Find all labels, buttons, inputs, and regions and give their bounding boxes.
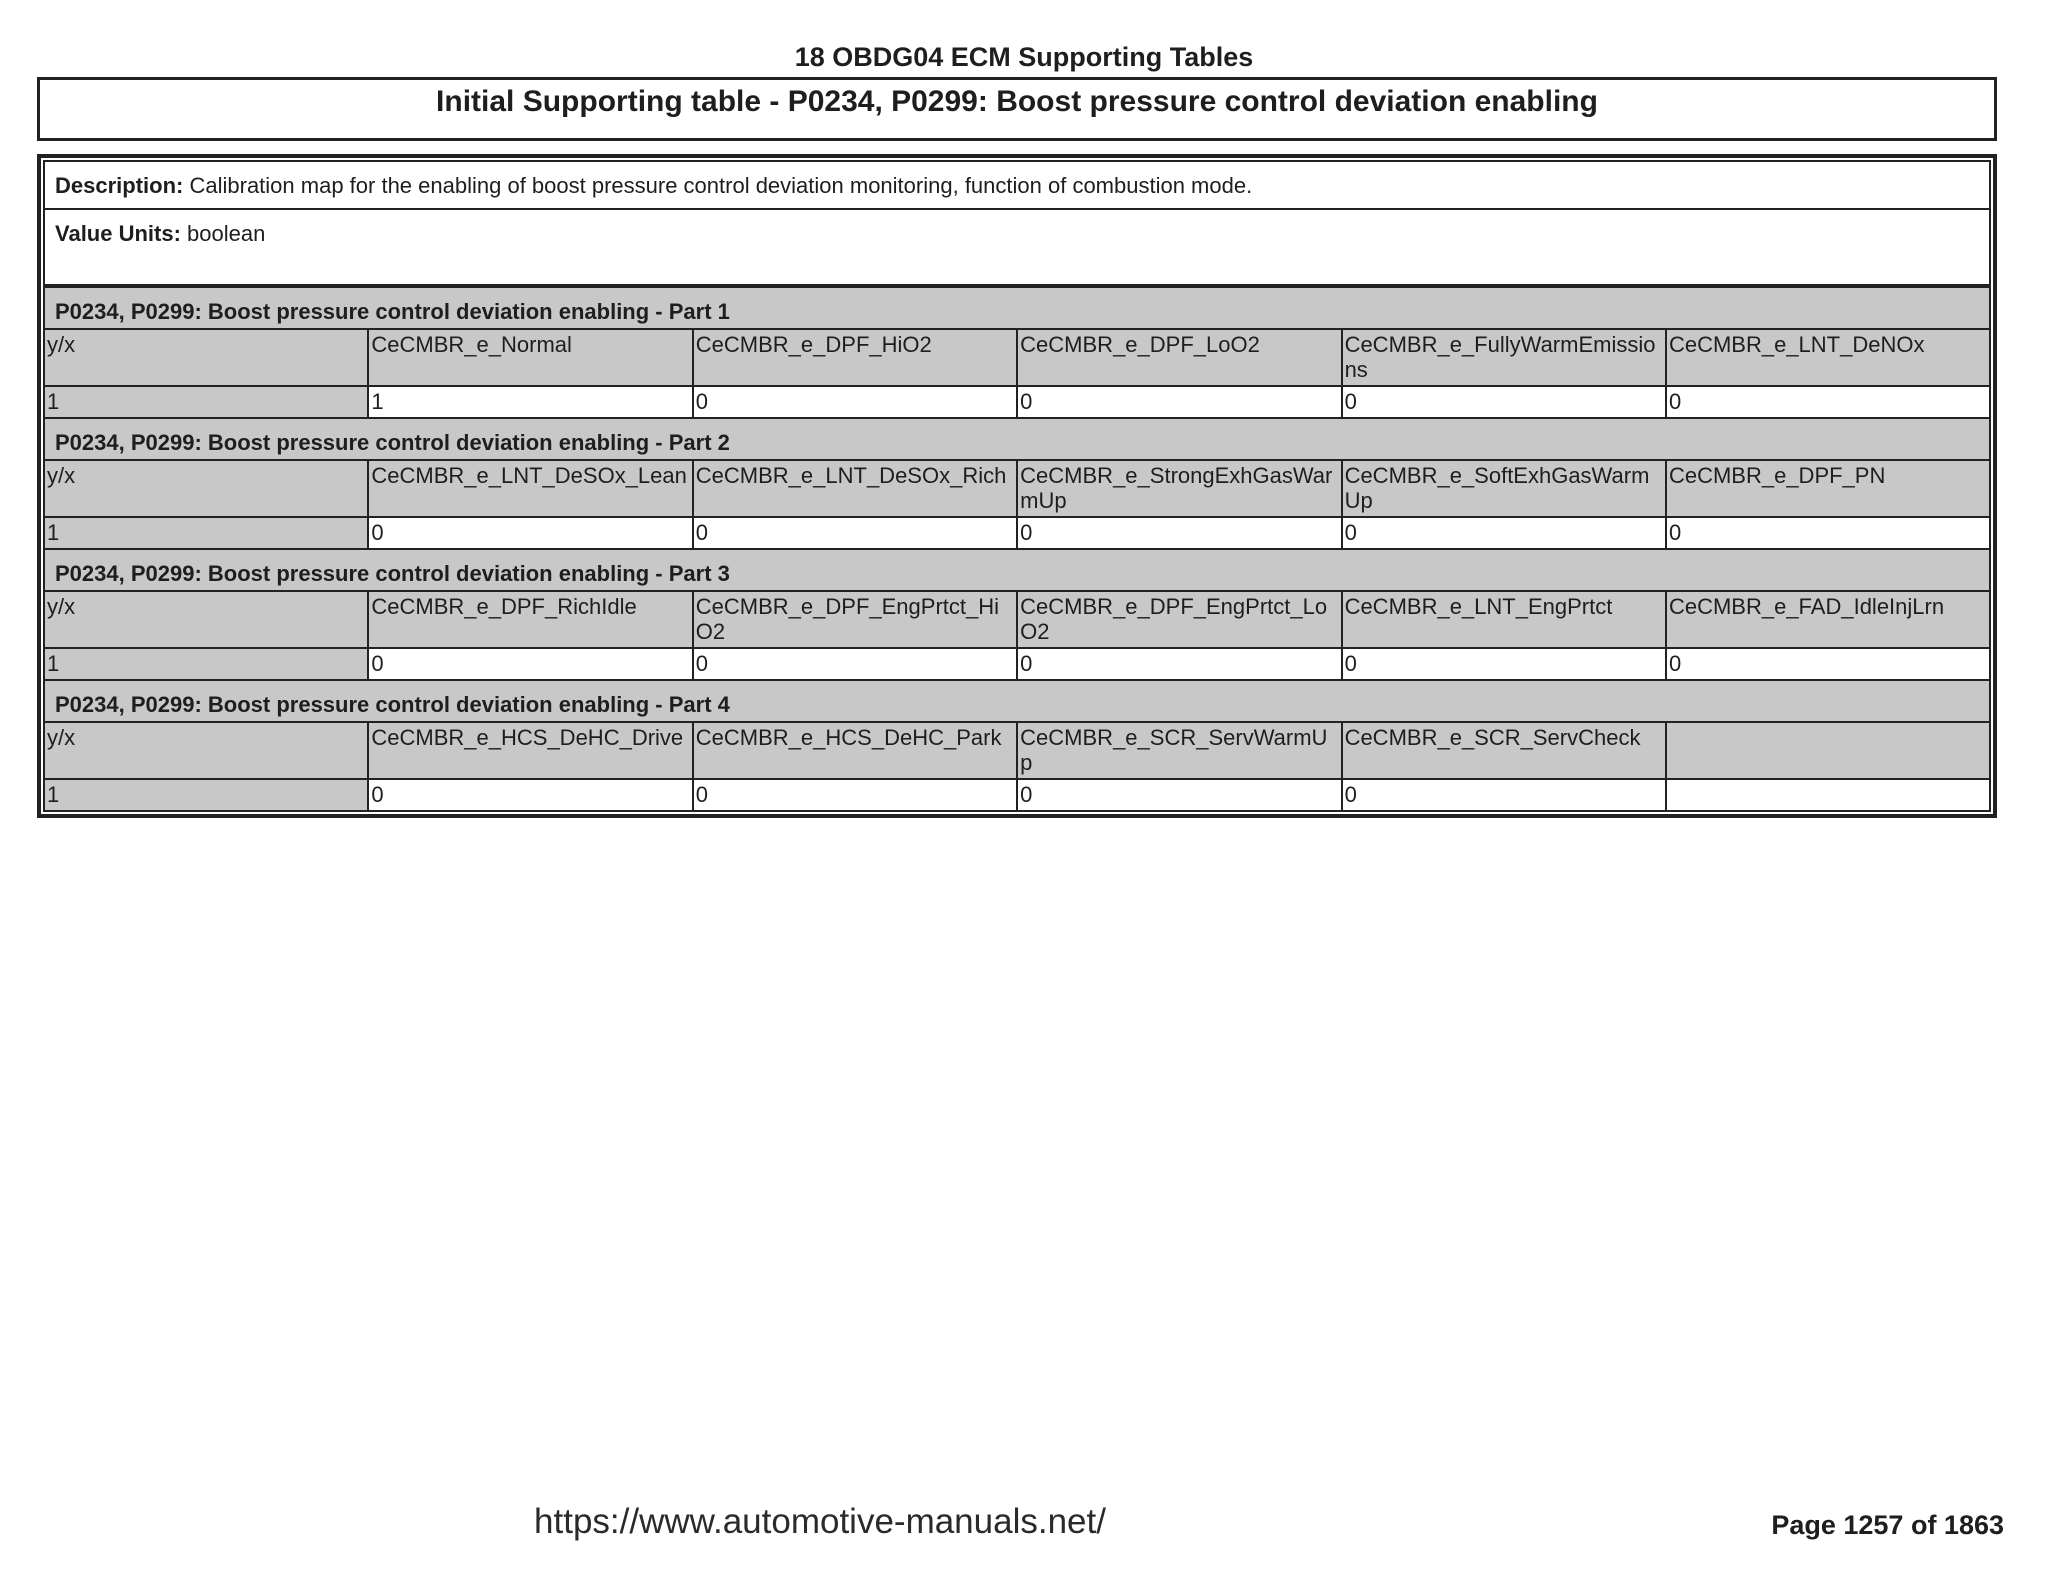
value-cell: 0 xyxy=(368,779,692,811)
page-header: 18 OBDG04 ECM Supporting Tables xyxy=(794,42,1254,72)
column-header: CeCMBR_e_DPF_HiO2 xyxy=(693,329,1017,386)
value-cell: 0 xyxy=(693,517,1017,549)
part-table xyxy=(43,286,1991,812)
part-title: P0234, P0299: Boost pressure control deviation enabling - Part 1 xyxy=(44,287,1990,329)
header-row xyxy=(44,591,1990,648)
header-row xyxy=(44,722,1990,779)
part-title: P0234, P0299: Boost pressure control deviation enabling - Part 4 xyxy=(44,680,1990,722)
value-units-text: boolean xyxy=(187,221,266,246)
value-row xyxy=(44,648,1990,680)
value-cell: 0 xyxy=(1017,779,1341,811)
part-title-row xyxy=(44,418,1990,460)
value-cell: 1 xyxy=(368,386,692,418)
column-header: CeCMBR_e_HCS_DeHC_Park xyxy=(693,722,1017,779)
column-header: CeCMBR_e_LNT_DeNOx xyxy=(1666,329,1990,386)
column-header: CeCMBR_e_SCR_ServCheck xyxy=(1342,722,1666,779)
value-row xyxy=(44,517,1990,549)
value-cell: 0 xyxy=(1666,648,1990,680)
column-header: CeCMBR_e_DPF_EngPrtct_HiO2 xyxy=(693,591,1017,648)
column-header: CeCMBR_e_DPF_LoO2 xyxy=(1017,329,1341,386)
description-row xyxy=(43,160,1991,210)
description-text: Calibration map for the enabling of boost pressure control deviation monitoring, function of combustion mode. xyxy=(189,173,1253,198)
value-cell: 0 xyxy=(1666,517,1990,549)
value-row xyxy=(44,386,1990,418)
value-cell: 0 xyxy=(1666,386,1990,418)
corner-cell: y/x xyxy=(44,591,368,648)
description-label: Description: xyxy=(55,173,184,198)
supporting-table xyxy=(37,154,1997,818)
part-title: P0234, P0299: Boost pressure control deviation enabling - Part 2 xyxy=(44,418,1990,460)
value-cell: 0 xyxy=(1017,517,1341,549)
row-label: 1 xyxy=(44,648,368,680)
column-header: CeCMBR_e_SoftExhGasWarmUp xyxy=(1342,460,1666,517)
value-cell: 0 xyxy=(1342,386,1666,418)
column-header: CeCMBR_e_HCS_DeHC_Drive xyxy=(368,722,692,779)
title-box xyxy=(37,77,1997,141)
value-cell: 0 xyxy=(693,386,1017,418)
value-cell xyxy=(1666,779,1990,811)
column-header: CeCMBR_e_LNT_DeSOx_Lean xyxy=(368,460,692,517)
column-header: CeCMBR_e_DPF_RichIdle xyxy=(368,591,692,648)
page-number: Page 1257 of 1863 xyxy=(1771,1510,2004,1540)
part-title-row xyxy=(44,549,1990,591)
column-header: CeCMBR_e_DPF_PN xyxy=(1666,460,1990,517)
value-cell: 0 xyxy=(1342,648,1666,680)
corner-cell: y/x xyxy=(44,329,368,386)
value-units-row xyxy=(43,210,1991,286)
column-header: CeCMBR_e_DPF_EngPrtct_LoO2 xyxy=(1017,591,1341,648)
row-label: 1 xyxy=(44,386,368,418)
column-header xyxy=(1666,722,1990,779)
footer-link[interactable]: https://www.automotive-manuals.net/ xyxy=(534,1502,1106,1541)
value-cell: 0 xyxy=(1017,648,1341,680)
column-header: CeCMBR_e_Normal xyxy=(368,329,692,386)
header-row xyxy=(44,460,1990,517)
value-cell: 0 xyxy=(693,648,1017,680)
corner-cell: y/x xyxy=(44,460,368,517)
value-row xyxy=(44,779,1990,811)
part-title: P0234, P0299: Boost pressure control deviation enabling - Part 3 xyxy=(44,549,1990,591)
value-cell: 0 xyxy=(693,779,1017,811)
value-cell: 0 xyxy=(368,517,692,549)
row-label: 1 xyxy=(44,779,368,811)
part-title-row xyxy=(44,680,1990,722)
part-title-row xyxy=(44,287,1990,329)
column-header: CeCMBR_e_LNT_EngPrtct xyxy=(1342,591,1666,648)
value-cell: 0 xyxy=(1017,386,1341,418)
value-cell: 0 xyxy=(368,648,692,680)
column-header: CeCMBR_e_FAD_IdleInjLrn xyxy=(1666,591,1990,648)
value-cell: 0 xyxy=(1342,517,1666,549)
header-row xyxy=(44,329,1990,386)
column-header: CeCMBR_e_LNT_DeSOx_Rich xyxy=(693,460,1017,517)
value-units-label: Value Units: xyxy=(55,221,181,246)
page-title: Initial Supporting table - P0234, P0299: Boost pressure control deviation enabling xyxy=(436,85,1598,118)
value-cell: 0 xyxy=(1342,779,1666,811)
column-header: CeCMBR_e_StrongExhGasWarmUp xyxy=(1017,460,1341,517)
column-header: CeCMBR_e_SCR_ServWarmUp xyxy=(1017,722,1341,779)
column-header: CeCMBR_e_FullyWarmEmissions xyxy=(1342,329,1666,386)
corner-cell: y/x xyxy=(44,722,368,779)
row-label: 1 xyxy=(44,517,368,549)
